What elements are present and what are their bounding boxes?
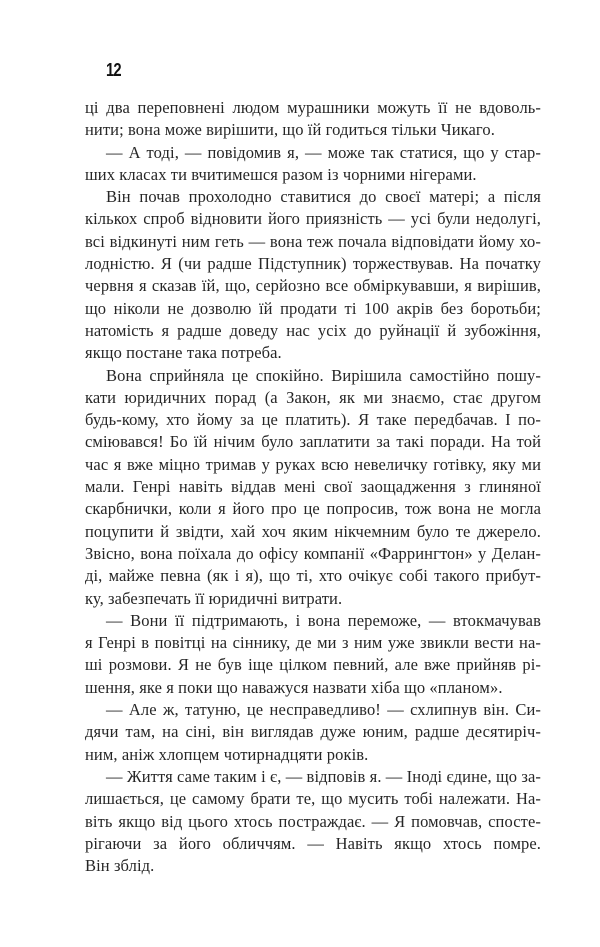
text-line: — Життя саме таким і є, — відповів я. — Іноді єдине, що за- <box>106 766 541 786</box>
text-line: рігаючи за його обличчям. — Навіть якщо хтось помре. <box>85 833 541 853</box>
paragraph <box>85 365 541 610</box>
text-line: я Генрі в повітці на сіннику, де ми з ним уже звикли вести на- <box>85 633 541 653</box>
text-line: ші розмови. Я не був іще цілком певний, але вже прийняв рі- <box>85 655 541 675</box>
text-line: кількох спроб відновити його приязність — усі були недолугі, <box>85 209 541 229</box>
text-line: що ніколи не дозволю їй продати ті 100 акрів без боротьби; <box>85 298 541 318</box>
text-line: час я вже міцно тримав у руках всю невеличку готівку, яку ми <box>85 454 541 474</box>
text-line: будь-кому, хто йому за це платить). Я таке передбачав. І по- <box>85 410 541 430</box>
text-line: Вона сприйняла це спокійно. Вирішила самостійно пошу- <box>106 365 541 385</box>
paragraph <box>85 186 541 364</box>
paragraph <box>85 766 541 877</box>
text-line: шення, яке я поки що наважуся назвати хіба що «планом». <box>85 677 503 697</box>
page-number: 12 <box>106 60 121 80</box>
text-line: всі відкинуті ним геть — вона теж почала відповідати йому хо- <box>85 231 541 251</box>
paragraph <box>85 699 541 766</box>
text-line: Звісно, вона поїхала до офісу компанії «Фаррингтон» у Делан- <box>85 543 541 563</box>
text-line: — А тоді, — повідомив я, — може так статися, що у стар- <box>106 142 541 162</box>
text-line: Він зблід. <box>85 856 155 876</box>
text-line: скарбнички, коли я його про це попросив, тож вона не могла <box>85 499 541 519</box>
text-line: ці два переповнені людом мурашники можуть її не вдоволь- <box>85 98 541 117</box>
text-line: ним, аніж хлопцем чотирнадцяти років. <box>85 744 369 764</box>
text-line: — Але ж, татуню, це несправедливо! — схлипнув він. Си- <box>106 700 541 720</box>
paragraph <box>85 610 541 699</box>
text-line: ку, забезпечать її юридичні витрати. <box>85 588 343 608</box>
text-line: лишається, це самому брати те, що мусить тобі належати. На- <box>85 789 541 809</box>
paragraph <box>85 97 541 142</box>
text-line: ших класах ти вчитимешся разом із чорними нігерами. <box>85 164 477 184</box>
text-line: нити; вона може вирішити, що їй годиться тільки Чикаго. <box>85 120 495 140</box>
text-line: натомість я радше доведу нас усіх до руйнації й зубожіння, <box>85 320 541 340</box>
text-block <box>85 97 541 877</box>
text-line: лодністю. Я (чи радше Підступник) торжествував. На початку <box>85 254 541 274</box>
text-line: червня я сказав їй, що, серйозно все обміркувавши, я вирішив, <box>85 276 541 296</box>
text-line: віть якщо від цього хтось постраждає. — Я помовчав, спосте- <box>85 811 541 831</box>
text-line: поцупити й звідти, хай хоч яким нікчемним було те джерело. <box>85 521 541 541</box>
text-line: кати юридичних порад (а Закон, як ми знаємо, стає другом <box>85 387 541 407</box>
text-line: ді, майже певна (як і я), що ті, хто очікує собі такого прибут- <box>85 566 541 586</box>
text-line: дячи там, на сіні, він виглядав дуже юним, радше десятиріч- <box>85 722 541 742</box>
paragraph <box>85 142 541 187</box>
text-line: якщо постане така потреба. <box>85 343 282 363</box>
text-line: — Вони її підтримають, і вона переможе, — втокмачував <box>106 610 541 630</box>
text-line: мали. Генрі навіть віддав мені свої заощадження з глиняної <box>85 477 541 497</box>
text-line: Він почав прохолодно ставитися до своєї матері; а після <box>106 187 541 207</box>
text-line: сміювався! Бо їй нічим було заплатити за такі поради. На той <box>85 432 541 452</box>
